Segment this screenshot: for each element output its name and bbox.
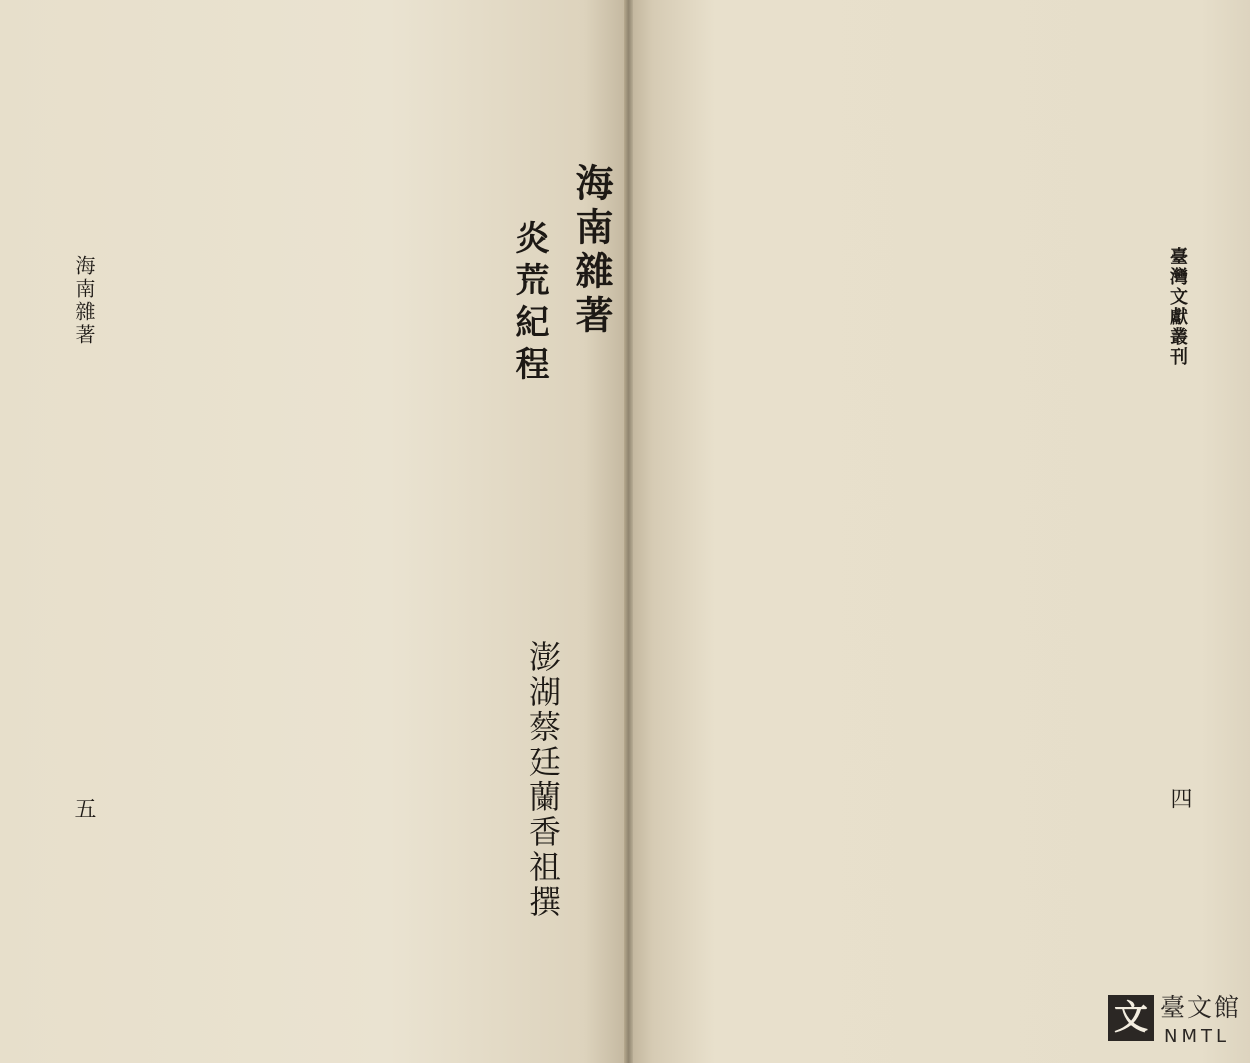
book-title: 海南雜著 bbox=[569, 163, 614, 339]
author-byline: 澎湖蔡廷蘭香祖撰 bbox=[524, 640, 562, 920]
section-title: 炎荒紀程 bbox=[509, 220, 549, 388]
watermark-institution-name: 臺文館 bbox=[1160, 993, 1242, 1022]
page-number-right: 四 bbox=[1167, 787, 1192, 809]
running-header-left: 海南雜著 bbox=[72, 255, 96, 347]
watermark-institution-code: NMTL bbox=[1164, 1026, 1231, 1047]
page-number-left: 五 bbox=[71, 797, 96, 819]
right-page bbox=[628, 0, 1250, 1063]
nmtl-watermark bbox=[1100, 993, 1250, 1063]
running-header-right: 臺灣文獻叢刊 bbox=[1167, 247, 1188, 367]
book-gutter bbox=[624, 0, 633, 1063]
nmtl-logo-icon: 文 bbox=[1108, 995, 1154, 1041]
